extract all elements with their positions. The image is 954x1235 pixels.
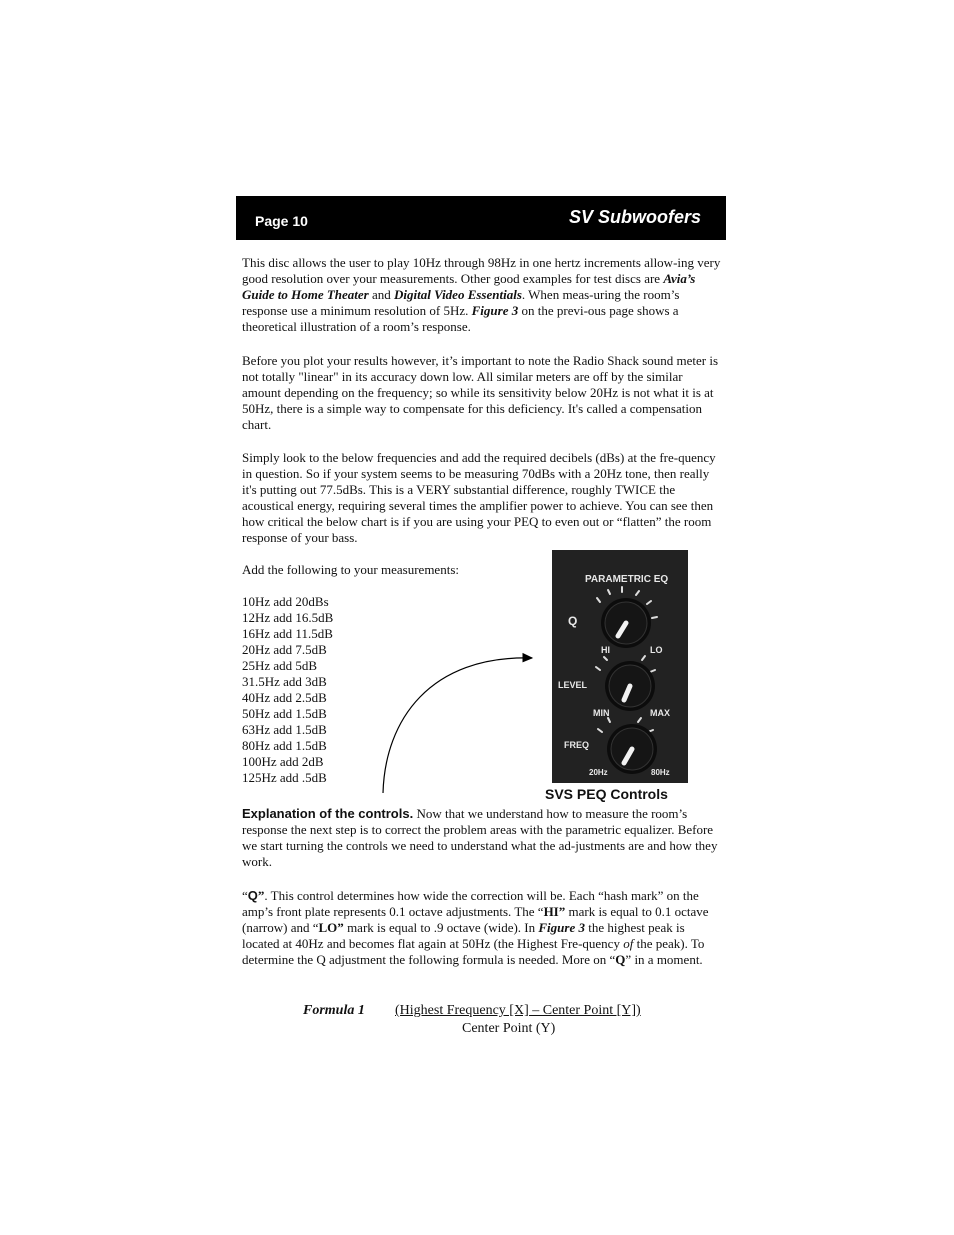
list-item: 25Hz add 5dB [242, 658, 318, 673]
hi-term: HI” [543, 904, 566, 919]
paragraph-q-control [242, 888, 724, 968]
freq-80-label: 80Hz [651, 768, 670, 777]
page-number: Page 10 [255, 213, 308, 229]
list-item: 50Hz add 1.5dB [242, 706, 327, 721]
lo-label: LO [650, 645, 663, 655]
figure-ref: Figure 3 [471, 303, 519, 318]
text-run: mark is equal to .9 octave (wide). In [343, 920, 539, 935]
freq-20-label: 20Hz [589, 768, 608, 777]
formula-label: Formula 1 [303, 1003, 365, 1018]
peq-controls-photo [552, 550, 688, 783]
text-run: the highest peak is located at 40Hz and becomes flat again at 50Hz (the Highest Fre-quency [242, 920, 685, 951]
list-intro: Add the following to your measurements: [242, 562, 459, 577]
text-run: . When meas-uring the room’s response use a minimum resolution of 5Hz. [242, 287, 680, 318]
formula-denominator: Center Point (Y) [462, 1021, 556, 1036]
lo-term: LO” [318, 920, 344, 935]
min-label: MIN [593, 708, 610, 718]
level-label: LEVEL [558, 680, 588, 690]
paragraph-meter-linearity: Before you plot your results however, it’s important to note the Radio Shack sound meter is not totally "linear" in its accuracy down low. All similar meters are off by the similar amount depending on the frequency; so while its sensitivity below 20Hz is not what it is at 50Hz, there is a simple way to compensate for this deficiency. It's called a compensation chart. [242, 353, 719, 432]
text-run: ” [257, 888, 265, 903]
dve-title: Digital Video Essentials [394, 287, 522, 302]
text-run: Now that we understand how to measure the room’s response the next step is to correct the problem areas with the parametric equalizer. Before we start turning the controls we need to understand what the ad-justments are and how they work. [242, 806, 718, 869]
text-run: and [368, 287, 395, 302]
list-item: 16Hz add 11.5dB [242, 626, 333, 641]
text-run: “ [242, 888, 248, 903]
figure-ref: Figure 3 [538, 920, 585, 935]
list-item: 12Hz add 16.5dB [242, 610, 334, 625]
list-item: 31.5Hz add 3dB [242, 674, 327, 689]
list-item: 40Hz add 2.5dB [242, 690, 327, 705]
list-item: 100Hz add 2dB [242, 754, 324, 769]
document-title: SV Subwoofers [568, 207, 701, 227]
list-item: 63Hz add 1.5dB [242, 722, 327, 737]
avia-title: Avia’s Guide to Home Theater [242, 271, 696, 302]
paragraph-explanation [242, 806, 724, 870]
formula-numerator: (Highest Frequency [X] – Center Point [Y]) [395, 1003, 641, 1018]
freq-label: FREQ [564, 740, 590, 750]
paragraph-compensation: Simply look to the below frequencies and add the required decibels (dBs) at the fre-quency in question. So if your system seems to be measuring 70dBs with a 20Hz tone, then really it's putting out 77.5dBs. This is a VERY substantial difference, roughly TWICE the acoustical energy, requiring several times the amplifier power to achieve. You can see then how critical the below chart is if you are using your PEQ to even out or “flatten” the room response of your bass. [242, 450, 716, 545]
q-label: Q [568, 614, 578, 628]
text-run: ” in a moment. [625, 952, 703, 967]
photo-caption: SVS PEQ Controls [545, 786, 668, 802]
text-run: the peak). To determine the Q adjustment the following formula is needed. More on “ [242, 936, 705, 967]
hi-label: HI [601, 645, 610, 655]
text-run: This disc allows the user to play 10Hz through 98Hz in one hertz increments allow-ing very good resolution over your measurements. Other good examples for test discs are [242, 255, 721, 286]
list-item: 125Hz add .5dB [242, 770, 327, 785]
q-term: Q [247, 888, 258, 903]
panel-title: PARAMETRIC EQ [585, 574, 669, 585]
text-run: mark is equal to 0.1 octave (narrow) and “ [242, 904, 709, 935]
q-term: Q [615, 952, 626, 967]
text-run: of [623, 936, 634, 951]
text-run: on the previ-ous page shows a theoretical illustration of a room’s response. [242, 303, 679, 334]
text-run: . This control determines how wide the correction will be. Each “hash mark” on the amp’s front plate represents 0.1 octave adjustments. The “ [242, 888, 699, 919]
section-heading: Explanation of the controls. [242, 806, 414, 821]
list-item: 80Hz add 1.5dB [242, 738, 327, 753]
max-label: MAX [650, 708, 670, 718]
list-item: 10Hz add 20dBs [242, 594, 329, 609]
list-item: 20Hz add 7.5dB [242, 642, 327, 657]
